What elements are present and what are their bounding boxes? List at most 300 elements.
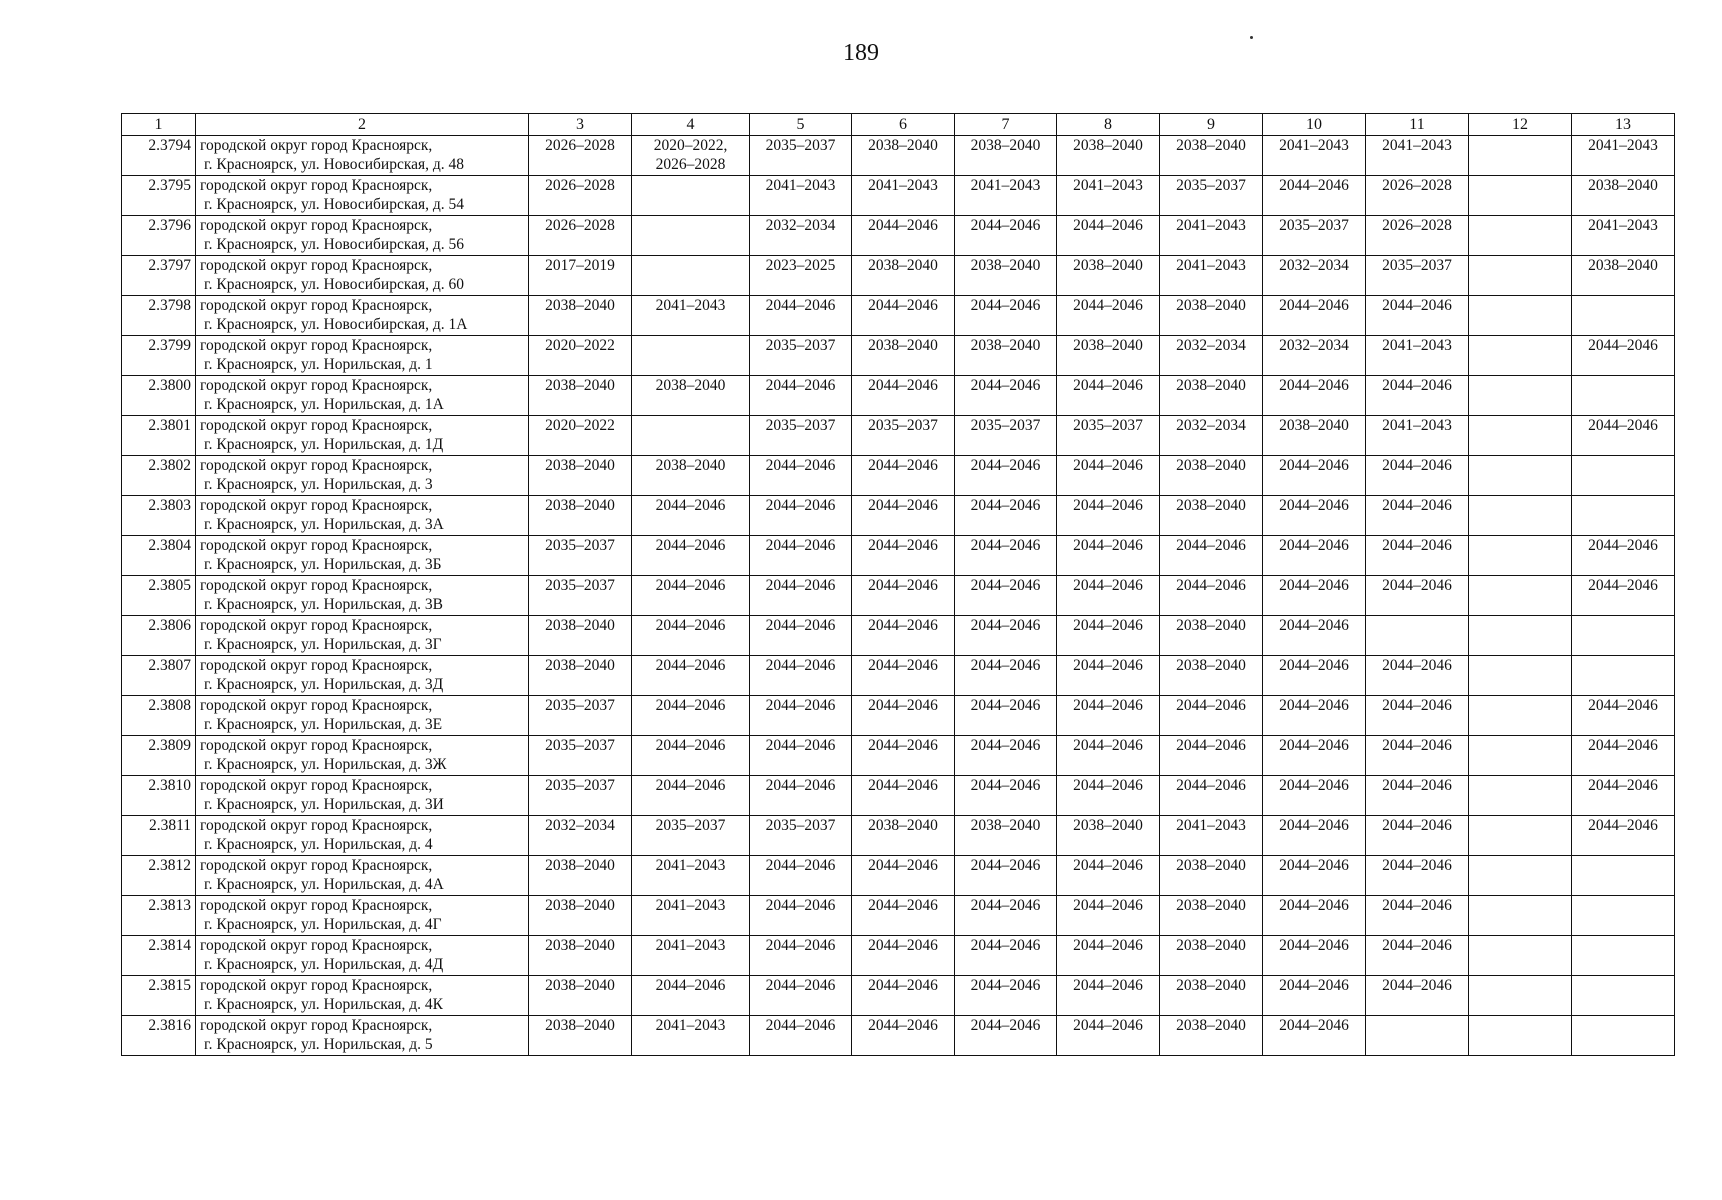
row-number-cell: 2.3803 bbox=[122, 496, 196, 536]
period-cell-col10: 2038–2040 bbox=[1263, 416, 1366, 456]
period-cell-col11: 2044–2046 bbox=[1366, 736, 1469, 776]
period-cell-col5: 2032–2034 bbox=[750, 216, 852, 256]
address-line-street: г. Красноярск, ул. Норильская, д. 4Д bbox=[204, 956, 444, 973]
period-cell-col3: 2035–2037 bbox=[529, 696, 632, 736]
period-cell-col5: 2044–2046 bbox=[750, 976, 852, 1016]
period-cell-col12 bbox=[1469, 336, 1572, 376]
address-line-district: городской округ город Красноярск, bbox=[200, 1017, 433, 1034]
row-number-cell: 2.3794 bbox=[122, 136, 196, 176]
address-line-district: городской округ город Красноярск, bbox=[200, 497, 433, 514]
address-cell bbox=[196, 976, 529, 1016]
period-cell-col12 bbox=[1469, 736, 1572, 776]
table-body bbox=[122, 136, 1675, 1056]
period-cell-col3: 2038–2040 bbox=[529, 976, 632, 1016]
row-number-cell: 2.3809 bbox=[122, 736, 196, 776]
table-row bbox=[122, 496, 1675, 536]
period-cell-col13: 2044–2046 bbox=[1572, 816, 1675, 856]
table-row bbox=[122, 216, 1675, 256]
period-cell-col3: 2038–2040 bbox=[529, 296, 632, 336]
address-line-district: городской округ город Красноярск, bbox=[200, 337, 433, 354]
address-line-street: г. Красноярск, ул. Новосибирская, д. 48 bbox=[204, 156, 465, 173]
period-cell-col5: 2044–2046 bbox=[750, 536, 852, 576]
period-cell-col6: 2044–2046 bbox=[852, 736, 955, 776]
period-cell-col3: 2038–2040 bbox=[529, 1016, 632, 1056]
period-cell-col9: 2032–2034 bbox=[1160, 416, 1263, 456]
address-cell bbox=[196, 896, 529, 936]
period-cell-col4: 2038–2040 bbox=[632, 376, 750, 416]
period-cell-col5: 2044–2046 bbox=[750, 896, 852, 936]
table-row bbox=[122, 376, 1675, 416]
address-cell bbox=[196, 1016, 529, 1056]
period-cell-col12 bbox=[1469, 576, 1572, 616]
period-cell-col13 bbox=[1572, 296, 1675, 336]
address-cell bbox=[196, 296, 529, 336]
period-cell-col5: 2044–2046 bbox=[750, 576, 852, 616]
period-cell-col8: 2041–2043 bbox=[1057, 176, 1160, 216]
period-cell-col7: 2038–2040 bbox=[955, 336, 1057, 376]
period-cell-col7: 2044–2046 bbox=[955, 536, 1057, 576]
period-cell-col4 bbox=[632, 416, 750, 456]
period-cell-col6: 2044–2046 bbox=[852, 576, 955, 616]
period-cell-col4: 2044–2046 bbox=[632, 496, 750, 536]
period-cell-col4: 2044–2046 bbox=[632, 536, 750, 576]
address-cell bbox=[196, 176, 529, 216]
period-cell-col9: 2038–2040 bbox=[1160, 616, 1263, 656]
address-line-street: г. Красноярск, ул. Норильская, д. 4 bbox=[204, 836, 433, 853]
period-cell-col6: 2044–2046 bbox=[852, 456, 955, 496]
period-cell-col13 bbox=[1572, 976, 1675, 1016]
period-cell-col9: 2044–2046 bbox=[1160, 776, 1263, 816]
period-cell-col3: 2035–2037 bbox=[529, 776, 632, 816]
period-cell-col11: 2044–2046 bbox=[1366, 576, 1469, 616]
address-line-street: г. Красноярск, ул. Новосибирская, д. 54 bbox=[204, 196, 465, 213]
period-cell-col6: 2044–2046 bbox=[852, 376, 955, 416]
period-cell-col8: 2044–2046 bbox=[1057, 456, 1160, 496]
period-cell-col12 bbox=[1469, 216, 1572, 256]
period-cell-col5: 2044–2046 bbox=[750, 456, 852, 496]
period-cell-col4: 2041–2043 bbox=[632, 1016, 750, 1056]
period-cell-col4 bbox=[632, 176, 750, 216]
period-cell-col13: 2044–2046 bbox=[1572, 576, 1675, 616]
period-cell-col9: 2038–2040 bbox=[1160, 296, 1263, 336]
period-cell-col6: 2044–2046 bbox=[852, 656, 955, 696]
table-row bbox=[122, 856, 1675, 896]
address-line-district: городской округ город Красноярск, bbox=[200, 457, 433, 474]
period-cell-col13: 2044–2046 bbox=[1572, 336, 1675, 376]
address-line-district: городской округ город Красноярск, bbox=[200, 417, 433, 434]
period-cell-col6: 2044–2046 bbox=[852, 1016, 955, 1056]
table-row bbox=[122, 936, 1675, 976]
period-cell-col10: 2044–2046 bbox=[1263, 816, 1366, 856]
address-line-district: городской округ город Красноярск, bbox=[200, 217, 433, 234]
row-number-cell: 2.3805 bbox=[122, 576, 196, 616]
period-cell-col12 bbox=[1469, 1016, 1572, 1056]
period-cell-col6: 2044–2046 bbox=[852, 216, 955, 256]
period-cell-col7: 2044–2046 bbox=[955, 976, 1057, 1016]
address-line-district: городской округ город Красноярск, bbox=[200, 657, 433, 674]
period-cell-col5: 2023–2025 bbox=[750, 256, 852, 296]
address-line-district: городской округ город Красноярск, bbox=[200, 697, 433, 714]
period-cell-col10: 2044–2046 bbox=[1263, 696, 1366, 736]
period-cell-col10: 2044–2046 bbox=[1263, 496, 1366, 536]
period-cell-col5: 2044–2046 bbox=[750, 376, 852, 416]
period-cell-col5: 2035–2037 bbox=[750, 816, 852, 856]
address-cell bbox=[196, 536, 529, 576]
column-header-3: 3 bbox=[529, 114, 632, 136]
address-cell bbox=[196, 656, 529, 696]
period-cell-col7: 2044–2046 bbox=[955, 616, 1057, 656]
address-line-street: г. Красноярск, ул. Норильская, д. 1А bbox=[204, 396, 444, 413]
table-row bbox=[122, 536, 1675, 576]
period-cell-col7: 2044–2046 bbox=[955, 216, 1057, 256]
period-cell-col4: 2044–2046 bbox=[632, 656, 750, 696]
address-line-district: городской округ город Красноярск, bbox=[200, 177, 433, 194]
period-cell-col4: 2038–2040 bbox=[632, 456, 750, 496]
column-header-11: 11 bbox=[1366, 114, 1469, 136]
period-cell-col11 bbox=[1366, 616, 1469, 656]
column-header-9: 9 bbox=[1160, 114, 1263, 136]
period-cell-col10: 2044–2046 bbox=[1263, 576, 1366, 616]
period-cell-col5: 2041–2043 bbox=[750, 176, 852, 216]
column-header-1: 1 bbox=[122, 114, 196, 136]
address-cell bbox=[196, 816, 529, 856]
period-cell-col9: 2038–2040 bbox=[1160, 136, 1263, 176]
period-cell-col8: 2044–2046 bbox=[1057, 896, 1160, 936]
period-cell-col7: 2044–2046 bbox=[955, 936, 1057, 976]
address-cell bbox=[196, 856, 529, 896]
period-cell-col7: 2044–2046 bbox=[955, 856, 1057, 896]
period-cell-col11: 2044–2046 bbox=[1366, 856, 1469, 896]
period-cell-col11: 2044–2046 bbox=[1366, 536, 1469, 576]
row-number-cell: 2.3800 bbox=[122, 376, 196, 416]
period-cell-col8: 2044–2046 bbox=[1057, 376, 1160, 416]
period-cell-col6: 2044–2046 bbox=[852, 936, 955, 976]
period-cell-col10: 2044–2046 bbox=[1263, 1016, 1366, 1056]
period-cell-col11: 2044–2046 bbox=[1366, 976, 1469, 1016]
address-cell bbox=[196, 256, 529, 296]
address-line-street: г. Красноярск, ул. Норильская, д. 5 bbox=[204, 1036, 433, 1053]
row-number-cell: 2.3795 bbox=[122, 176, 196, 216]
address-cell bbox=[196, 496, 529, 536]
period-cell-col3: 2038–2040 bbox=[529, 616, 632, 656]
period-cell-col4: 2041–2043 bbox=[632, 936, 750, 976]
period-cell-col5: 2044–2046 bbox=[750, 736, 852, 776]
period-cell-col9: 2038–2040 bbox=[1160, 976, 1263, 1016]
period-cell-col6: 2044–2046 bbox=[852, 536, 955, 576]
page-number: 189 bbox=[843, 40, 879, 66]
period-cell-col11: 2041–2043 bbox=[1366, 136, 1469, 176]
period-cell-col3: 2038–2040 bbox=[529, 936, 632, 976]
period-cell-col12 bbox=[1469, 656, 1572, 696]
column-header-5: 5 bbox=[750, 114, 852, 136]
address-line-street: г. Красноярск, ул. Норильская, д. 3Е bbox=[204, 716, 443, 733]
period-cell-col6: 2038–2040 bbox=[852, 136, 955, 176]
period-cell-col9: 2038–2040 bbox=[1160, 656, 1263, 696]
row-number-cell: 2.3816 bbox=[122, 1016, 196, 1056]
period-cell-col4: 2044–2046 bbox=[632, 976, 750, 1016]
period-cell-col10: 2044–2046 bbox=[1263, 616, 1366, 656]
period-cell-col3: 2038–2040 bbox=[529, 376, 632, 416]
period-cell-col8: 2044–2046 bbox=[1057, 616, 1160, 656]
address-line-street: г. Красноярск, ул. Новосибирская, д. 56 bbox=[204, 236, 465, 253]
table-row bbox=[122, 296, 1675, 336]
period-cell-col6: 2044–2046 bbox=[852, 616, 955, 656]
period-cell-col11: 2041–2043 bbox=[1366, 416, 1469, 456]
period-cell-col13 bbox=[1572, 656, 1675, 696]
period-cell-col10: 2044–2046 bbox=[1263, 176, 1366, 216]
period-cell-col5: 2044–2046 bbox=[750, 656, 852, 696]
period-cell-col9: 2044–2046 bbox=[1160, 576, 1263, 616]
address-line-street: г. Красноярск, ул. Норильская, д. 1 bbox=[204, 356, 433, 373]
period-cell-col8: 2044–2046 bbox=[1057, 976, 1160, 1016]
period-cell-col3: 2017–2019 bbox=[529, 256, 632, 296]
address-line-street: г. Красноярск, ул. Норильская, д. 1Д bbox=[204, 436, 444, 453]
period-cell-col12 bbox=[1469, 256, 1572, 296]
column-header-2: 2 bbox=[196, 114, 529, 136]
period-cell-col4: 2044–2046 bbox=[632, 736, 750, 776]
row-number-cell: 2.3796 bbox=[122, 216, 196, 256]
period-cell-col12 bbox=[1469, 696, 1572, 736]
row-number-cell: 2.3806 bbox=[122, 616, 196, 656]
period-cell-col3: 2035–2037 bbox=[529, 736, 632, 776]
period-cell-col8: 2044–2046 bbox=[1057, 216, 1160, 256]
period-cell-col5: 2044–2046 bbox=[750, 496, 852, 536]
period-cell-col5: 2035–2037 bbox=[750, 136, 852, 176]
address-cell bbox=[196, 376, 529, 416]
period-cell-col12 bbox=[1469, 976, 1572, 1016]
period-cell-col7: 2044–2046 bbox=[955, 696, 1057, 736]
period-cell-col7: 2041–2043 bbox=[955, 176, 1057, 216]
period-cell-col7: 2044–2046 bbox=[955, 736, 1057, 776]
address-cell bbox=[196, 416, 529, 456]
table-row bbox=[122, 456, 1675, 496]
address-line-district: городской округ город Красноярск, bbox=[200, 857, 433, 874]
period-cell-col13: 2041–2043 bbox=[1572, 216, 1675, 256]
period-cell-col9: 2038–2040 bbox=[1160, 456, 1263, 496]
period-cell-col13: 2038–2040 bbox=[1572, 256, 1675, 296]
period-cell-col7: 2044–2046 bbox=[955, 896, 1057, 936]
period-cell-col12 bbox=[1469, 776, 1572, 816]
period-cell-col9: 2041–2043 bbox=[1160, 256, 1263, 296]
period-cell-col4: 2041–2043 bbox=[632, 896, 750, 936]
period-cell-col11: 2026–2028 bbox=[1366, 176, 1469, 216]
period-cell-col8: 2044–2046 bbox=[1057, 656, 1160, 696]
period-cell-col11: 2044–2046 bbox=[1366, 296, 1469, 336]
period-cell-col11: 2044–2046 bbox=[1366, 656, 1469, 696]
period-cell-col3: 2032–2034 bbox=[529, 816, 632, 856]
period-cell-col10: 2044–2046 bbox=[1263, 536, 1366, 576]
period-cell-col11: 2044–2046 bbox=[1366, 456, 1469, 496]
row-number-cell: 2.3815 bbox=[122, 976, 196, 1016]
address-line-district: городской округ город Красноярск, bbox=[200, 897, 433, 914]
address-cell bbox=[196, 576, 529, 616]
address-line-street: г. Красноярск, ул. Норильская, д. 3Г bbox=[204, 636, 442, 653]
row-number-cell: 2.3798 bbox=[122, 296, 196, 336]
period-cell-col5: 2035–2037 bbox=[750, 416, 852, 456]
address-line-street: г. Красноярск, ул. Норильская, д. 3Ж bbox=[204, 756, 447, 773]
address-line-street: г. Красноярск, ул. Норильская, д. 3И bbox=[204, 796, 444, 813]
period-cell-col4: 2044–2046 bbox=[632, 576, 750, 616]
period-cell-col3: 2026–2028 bbox=[529, 176, 632, 216]
address-cell bbox=[196, 136, 529, 176]
column-header-12: 12 bbox=[1469, 114, 1572, 136]
period-cell-col9: 2044–2046 bbox=[1160, 736, 1263, 776]
period-cell-col9: 2041–2043 bbox=[1160, 216, 1263, 256]
row-number-cell: 2.3810 bbox=[122, 776, 196, 816]
period-cell-col3: 2020–2022 bbox=[529, 336, 632, 376]
row-number-cell: 2.3807 bbox=[122, 656, 196, 696]
period-cell-col7: 2044–2046 bbox=[955, 576, 1057, 616]
period-cell-col13: 2044–2046 bbox=[1572, 736, 1675, 776]
period-cell-col4: 2044–2046 bbox=[632, 616, 750, 656]
address-line-district: городской округ город Красноярск, bbox=[200, 617, 433, 634]
address-cell bbox=[196, 736, 529, 776]
period-cell-col7: 2044–2046 bbox=[955, 1016, 1057, 1056]
period-cell-col8: 2044–2046 bbox=[1057, 496, 1160, 536]
period-cell-col12 bbox=[1469, 856, 1572, 896]
period-cell-col11: 2026–2028 bbox=[1366, 216, 1469, 256]
table-row bbox=[122, 416, 1675, 456]
address-line-street: г. Красноярск, ул. Норильская, д. 3Б bbox=[204, 556, 442, 573]
period-cell-col6: 2038–2040 bbox=[852, 256, 955, 296]
period-cell-col4: 2035–2037 bbox=[632, 816, 750, 856]
table-row bbox=[122, 736, 1675, 776]
period-cell-col12 bbox=[1469, 616, 1572, 656]
table-row bbox=[122, 776, 1675, 816]
table-row bbox=[122, 896, 1675, 936]
table-row bbox=[122, 136, 1675, 176]
address-line-district: городской округ город Красноярск, bbox=[200, 537, 433, 554]
period-cell-col3: 2038–2040 bbox=[529, 856, 632, 896]
period-cell-col11: 2041–2043 bbox=[1366, 336, 1469, 376]
column-header-4: 4 bbox=[632, 114, 750, 136]
column-header-10: 10 bbox=[1263, 114, 1366, 136]
address-line-district: городской округ город Красноярск, bbox=[200, 377, 433, 394]
period-cell-col7: 2044–2046 bbox=[955, 496, 1057, 536]
period-cell-col13 bbox=[1572, 376, 1675, 416]
period-cell-col6: 2044–2046 bbox=[852, 496, 955, 536]
period-cell-col13 bbox=[1572, 896, 1675, 936]
period-cell-col8: 2044–2046 bbox=[1057, 696, 1160, 736]
row-number-cell: 2.3802 bbox=[122, 456, 196, 496]
table-row bbox=[122, 576, 1675, 616]
period-cell-col5: 2044–2046 bbox=[750, 616, 852, 656]
period-cell-col10: 2044–2046 bbox=[1263, 376, 1366, 416]
period-cell-col8: 2044–2046 bbox=[1057, 1016, 1160, 1056]
address-line-street: г. Красноярск, ул. Норильская, д. 4А bbox=[204, 876, 444, 893]
period-cell-col11: 2044–2046 bbox=[1366, 936, 1469, 976]
address-line-street: г. Красноярск, ул. Норильская, д. 4К bbox=[204, 996, 444, 1013]
period-cell-col3: 2035–2037 bbox=[529, 576, 632, 616]
period-cell-col8: 2044–2046 bbox=[1057, 736, 1160, 776]
column-header-8: 8 bbox=[1057, 114, 1160, 136]
period-cell-col6: 2041–2043 bbox=[852, 176, 955, 216]
schedule-table bbox=[121, 113, 1675, 1056]
period-cell-col13 bbox=[1572, 456, 1675, 496]
period-cell-col12 bbox=[1469, 176, 1572, 216]
row-number-cell: 2.3813 bbox=[122, 896, 196, 936]
address-line-street: г. Красноярск, ул. Норильская, д. 3 bbox=[204, 476, 433, 493]
period-cell-col10: 2041–2043 bbox=[1263, 136, 1366, 176]
address-line-street: г. Красноярск, ул. Норильская, д. 4Г bbox=[204, 916, 442, 933]
period-cell-col5: 2035–2037 bbox=[750, 336, 852, 376]
period-cell-col11: 2044–2046 bbox=[1366, 816, 1469, 856]
period-cell-col11: 2044–2046 bbox=[1366, 776, 1469, 816]
period-cell-col8: 2044–2046 bbox=[1057, 856, 1160, 896]
period-cell-col4: 2041–2043 bbox=[632, 296, 750, 336]
address-line-district: городской округ город Красноярск, bbox=[200, 817, 433, 834]
period-cell-col10: 2044–2046 bbox=[1263, 896, 1366, 936]
period-cell-col13: 2044–2046 bbox=[1572, 536, 1675, 576]
period-cell-col6: 2044–2046 bbox=[852, 896, 955, 936]
address-line-street: г. Красноярск, ул. Норильская, д. 3А bbox=[204, 516, 444, 533]
table-row bbox=[122, 336, 1675, 376]
period-cell-col6: 2044–2046 bbox=[852, 696, 955, 736]
address-line-district: городской округ город Красноярск, bbox=[200, 737, 433, 754]
period-cell-col11: 2035–2037 bbox=[1366, 256, 1469, 296]
period-cell-col4 bbox=[632, 336, 750, 376]
period-cell-col11: 2044–2046 bbox=[1366, 896, 1469, 936]
period-cell-col7: 2038–2040 bbox=[955, 256, 1057, 296]
period-cell-col4 bbox=[632, 216, 750, 256]
period-cell-col8: 2038–2040 bbox=[1057, 336, 1160, 376]
period-cell-col7: 2044–2046 bbox=[955, 296, 1057, 336]
table-row bbox=[122, 816, 1675, 856]
period-cell-col12 bbox=[1469, 136, 1572, 176]
period-cell-col4 bbox=[632, 256, 750, 296]
period-cell-col7: 2035–2037 bbox=[955, 416, 1057, 456]
period-cell-col11 bbox=[1366, 1016, 1469, 1056]
period-cell-col3: 2026–2028 bbox=[529, 216, 632, 256]
period-cell-col8: 2044–2046 bbox=[1057, 936, 1160, 976]
period-cell-col9: 2032–2034 bbox=[1160, 336, 1263, 376]
period-cell-col9: 2038–2040 bbox=[1160, 896, 1263, 936]
header-row bbox=[122, 114, 1675, 136]
period-cell-col9: 2044–2046 bbox=[1160, 696, 1263, 736]
period-cell-col12 bbox=[1469, 536, 1572, 576]
period-cell-col6: 2044–2046 bbox=[852, 296, 955, 336]
period-cell-col6: 2044–2046 bbox=[852, 776, 955, 816]
period-cell-col9: 2041–2043 bbox=[1160, 816, 1263, 856]
address-line-district: городской округ город Красноярск, bbox=[200, 297, 433, 314]
period-cell-col6: 2035–2037 bbox=[852, 416, 955, 456]
period-cell-col12 bbox=[1469, 456, 1572, 496]
address-cell bbox=[196, 456, 529, 496]
address-line-street: г. Красноярск, ул. Норильская, д. 3В bbox=[204, 596, 444, 613]
period-cell-col8: 2044–2046 bbox=[1057, 296, 1160, 336]
address-line-district: городской округ город Красноярск, bbox=[200, 257, 433, 274]
period-cell-col10: 2032–2034 bbox=[1263, 336, 1366, 376]
period-cell-col3: 2038–2040 bbox=[529, 456, 632, 496]
period-cell-col9: 2038–2040 bbox=[1160, 936, 1263, 976]
period-cell-col6: 2044–2046 bbox=[852, 976, 955, 1016]
period-cell-col12 bbox=[1469, 896, 1572, 936]
row-number-cell: 2.3804 bbox=[122, 536, 196, 576]
period-cell-col9: 2038–2040 bbox=[1160, 856, 1263, 896]
period-cell-col5: 2044–2046 bbox=[750, 936, 852, 976]
row-number-cell: 2.3811 bbox=[122, 816, 196, 856]
period-cell-col7: 2044–2046 bbox=[955, 656, 1057, 696]
column-header-7: 7 bbox=[955, 114, 1057, 136]
address-cell bbox=[196, 936, 529, 976]
period-cell-col10: 2044–2046 bbox=[1263, 296, 1366, 336]
period-cell-col13 bbox=[1572, 1016, 1675, 1056]
table-row bbox=[122, 696, 1675, 736]
address-line-street: г. Красноярск, ул. Новосибирская, д. 1А bbox=[204, 316, 468, 333]
period-cell-col5: 2044–2046 bbox=[750, 696, 852, 736]
period-cell-col4: 2044–2046 bbox=[632, 696, 750, 736]
address-cell bbox=[196, 616, 529, 656]
